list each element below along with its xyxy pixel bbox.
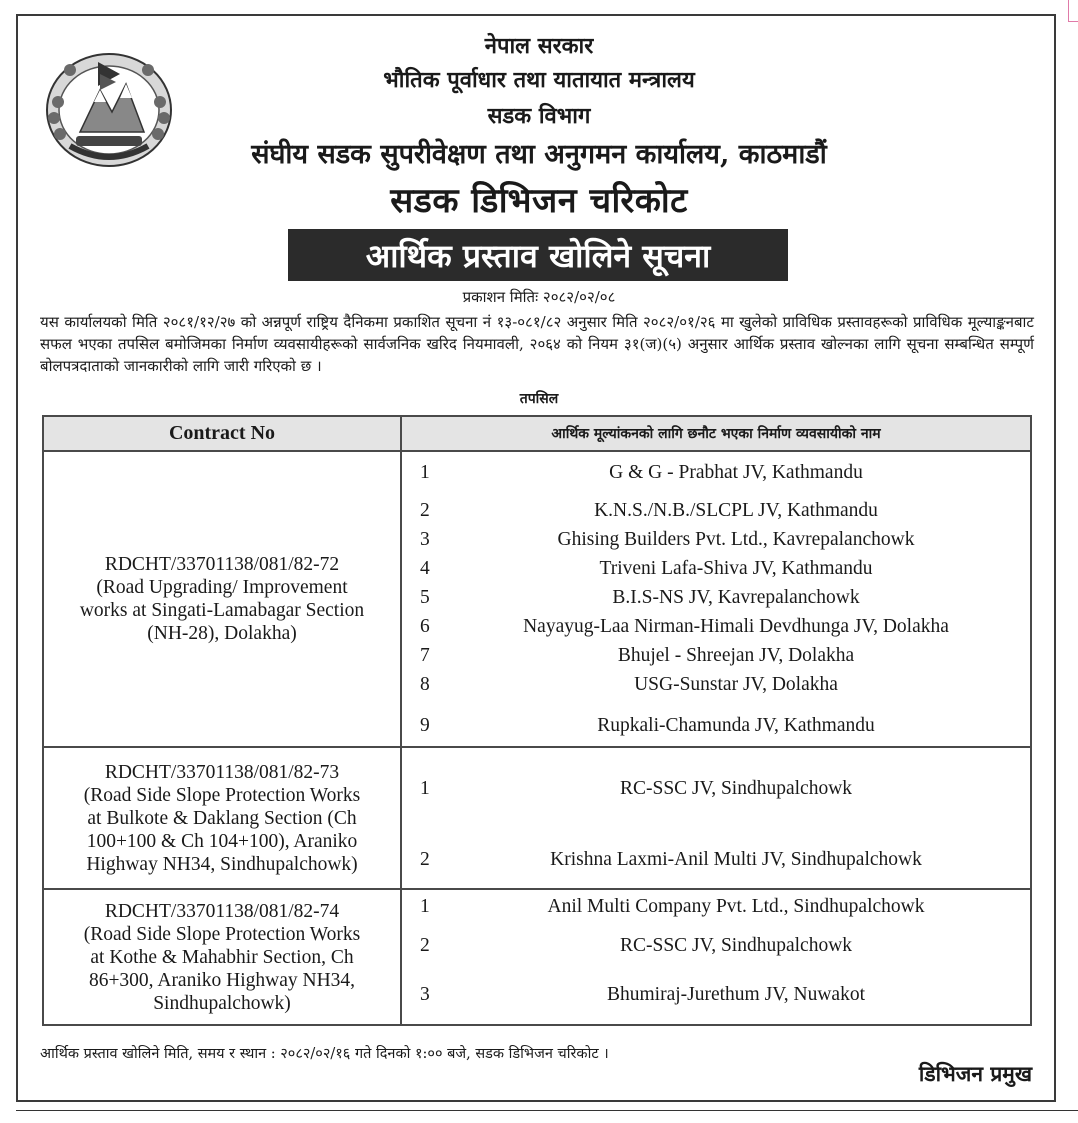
header-government: नेपाल सरकार: [484, 33, 594, 59]
opening-date-note: आर्थिक प्रस्ताव खोलिने मिति, समय र स्थान : २०८२/०२/१६ गते दिनको १:०० बजे, सडक डिभिजन चरिकोट ।: [40, 1046, 609, 1062]
contract-line: (Road Side Slope Protection Works: [83, 923, 361, 945]
contract-cell: [43, 889, 401, 1025]
bidder-name: K.N.S./N.B./SLCPL JV, Kathmandu: [594, 500, 878, 521]
contract-line: Highway NH34, Sindhupalchowk): [86, 853, 358, 875]
contract-line: (Road Upgrading/ Improvement: [96, 577, 348, 598]
bidder-number: 6: [420, 616, 430, 637]
list-item: [402, 554, 1030, 583]
bidder-name: Bhujel - Shreejan JV, Dolakha: [617, 645, 855, 666]
contract-no-header: Contract No: [43, 416, 401, 451]
notice-title-banner: आर्थिक प्रस्ताव खोलिने सूचना: [288, 229, 788, 281]
contract-cell: [43, 747, 401, 889]
contract-line: Sindhupalchowk): [153, 992, 291, 1014]
list-item: [402, 583, 1030, 612]
list-item: [402, 670, 1030, 699]
bidder-number: 1: [420, 778, 430, 799]
header-ministry: भौतिक पूर्वाधार तथा यातायात मन्त्रालय: [383, 67, 695, 93]
table-row: [43, 747, 1031, 889]
bidder-number: 5: [420, 587, 430, 608]
bidder-name: B.I.S-NS JV, Kavrepalanchowk: [612, 587, 860, 608]
bidder-name: G & G - Prabhat JV, Kathmandu: [609, 462, 863, 483]
header-department: सडक विभाग: [487, 103, 591, 129]
contract-line: at Bulkote & Daklang Section (Ch: [87, 807, 357, 829]
bidder-number: 3: [420, 529, 430, 550]
notice-body-text: यस कार्यालयको मिति २०८१/१२/२७ को अन्नपूर्ण राष्ट्रिय दैनिकमा प्रकाशित सूचना नं १३-०८१/८२ अनुसार मिति २०८२/०१/२६ मा खुलेको प्राविधिक प्रस्तावहरूको प्राविधिक मूल्याङ्कनबाट सफल भएका तपसिल बमोजिमका निर्माण व्यवसायीहरूको सार्वजनिक खरिद नियमावली, २०६४ को नियम ३१(ज)(५) अनुसार आर्थिक प्रस्ताव खोल्नका लागि सूचना सम्बन्धित सम्पूर्ण बोलपत्रदाताको जानकारीको लागि जारी गरिएको छ ।: [40, 313, 1034, 375]
table-row: [43, 889, 1031, 1025]
list-item: [402, 641, 1030, 670]
bidder-number: 2: [420, 500, 430, 521]
bidder-number: 2: [420, 935, 430, 956]
contract-line: RDCHT/33701138/081/82-73: [104, 761, 340, 783]
list-item: [402, 931, 1030, 960]
contract-line: works at Singati-Lamabagar Section: [79, 600, 365, 621]
corner-mark: [1068, 0, 1078, 22]
bidder-number: 7: [420, 645, 430, 666]
bidder-name: Nayayug-Laa Nirman-Himali Devdhunga JV, Dolakha: [523, 616, 949, 637]
list-item: [402, 774, 1030, 803]
list-item: [402, 496, 1030, 525]
signature-division-chief: डिभिजन प्रमुख: [918, 1061, 1032, 1086]
bidder-number: 1: [420, 896, 430, 917]
contract-line: 100+100 & Ch 104+100), Araniko: [86, 830, 358, 852]
header-division: सडक डिभिजन चरिकोट: [390, 181, 688, 221]
bidder-name: Bhumiraj-Jurethum JV, Nuwakot: [607, 984, 865, 1005]
list-item: [402, 845, 1030, 874]
bidder-number: 9: [420, 715, 430, 736]
bidder-name: Krishna Laxmi-Anil Multi JV, Sindhupalchowk: [550, 849, 922, 870]
contract-line: (NH-28), Dolakha): [147, 623, 297, 644]
bidder-name: Ghising Builders Pvt. Ltd., Kavrepalanchowk: [557, 529, 915, 550]
bidder-name: Triveni Lafa-Shiva JV, Kathmandu: [599, 558, 873, 579]
bidders-header: आर्थिक मूल्यांकनको लागि छनौट भएका निर्माण व्यवसायीको नाम: [401, 416, 1031, 451]
list-item: [402, 711, 1030, 740]
bidder-name: RC-SSC JV, Sindhupalchowk: [619, 935, 853, 956]
bidder-number: 2: [420, 849, 430, 870]
header-office: संघीय सडक सुपरीवेक्षण तथा अनुगमन कार्यालय, काठमाडौं: [251, 139, 827, 170]
contract-line: RDCHT/33701138/081/82-74: [104, 900, 340, 922]
bottom-rule: [16, 1110, 1078, 1111]
bidder-name: RC-SSC JV, Sindhupalchowk: [619, 778, 853, 799]
contract-line: at Kothe & Mahabhir Section, Ch: [90, 946, 354, 968]
publication-date: प्रकाशन मितिः २०८२/०२/०८: [462, 288, 616, 306]
bidder-number: 8: [420, 674, 430, 695]
contract-line: 86+300, Araniko Highway NH34,: [88, 969, 356, 991]
contract-line: (Road Side Slope Protection Works: [83, 784, 361, 806]
bidder-name: Rupkali-Chamunda JV, Kathmandu: [597, 715, 875, 736]
bidder-number: 4: [420, 558, 430, 579]
list-item: [402, 612, 1030, 641]
bidder-number: 3: [420, 984, 430, 1005]
list-item: [402, 980, 1030, 1009]
bidder-name: Anil Multi Company Pvt. Ltd., Sindhupalchowk: [547, 896, 925, 917]
bidders-cell: [401, 889, 1031, 1025]
table-header-row: [43, 416, 1031, 451]
list-item: [402, 458, 1030, 487]
contract-cell: [43, 451, 401, 747]
list-item: [402, 892, 1030, 921]
bidders-cell: [401, 451, 1031, 747]
details-label: तपसिल: [519, 391, 559, 407]
bidders-table: [42, 415, 1032, 1026]
contract-line: RDCHT/33701138/081/82-72: [104, 554, 340, 575]
list-item: [402, 525, 1030, 554]
table-row: [43, 451, 1031, 747]
bidder-name: USG-Sunstar JV, Dolakha: [634, 674, 838, 695]
bidders-cell: [401, 747, 1031, 889]
bidder-number: 1: [420, 462, 430, 483]
